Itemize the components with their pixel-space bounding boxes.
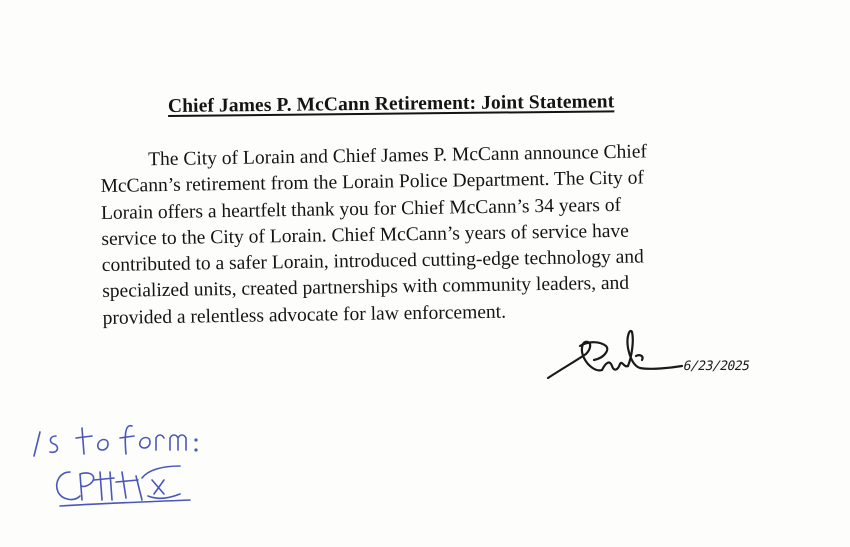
signature-date: 6/23/2025: [681, 359, 751, 374]
paragraph-line: specialized units, created partnerships with community leaders, and: [102, 273, 630, 303]
handwritten-signature: [540, 326, 790, 386]
statement-paragraph: [100, 138, 743, 332]
document-title: Chief James P. McCann Retirement: Joint Statement: [167, 91, 615, 117]
paragraph-line: contributed to a safer Lorain, introduced cutting-edge technology and: [101, 246, 644, 277]
paragraph-line: The City of Lorain and Chief James P. McCann announce Chief: [148, 141, 648, 171]
paragraph-line: provided a relentless advocate for law enforcement.: [102, 301, 507, 329]
paragraph-line: service to the City of Lorain. Chief McCann’s years of service have: [101, 220, 629, 250]
paragraph-line: McCann’s retirement from the Lorain Police Department. The City of: [100, 167, 645, 198]
paragraph-line: Lorain offers a heartfelt thank you for Chief McCann’s 34 years of: [100, 194, 622, 224]
approval-mark: [30, 410, 240, 530]
